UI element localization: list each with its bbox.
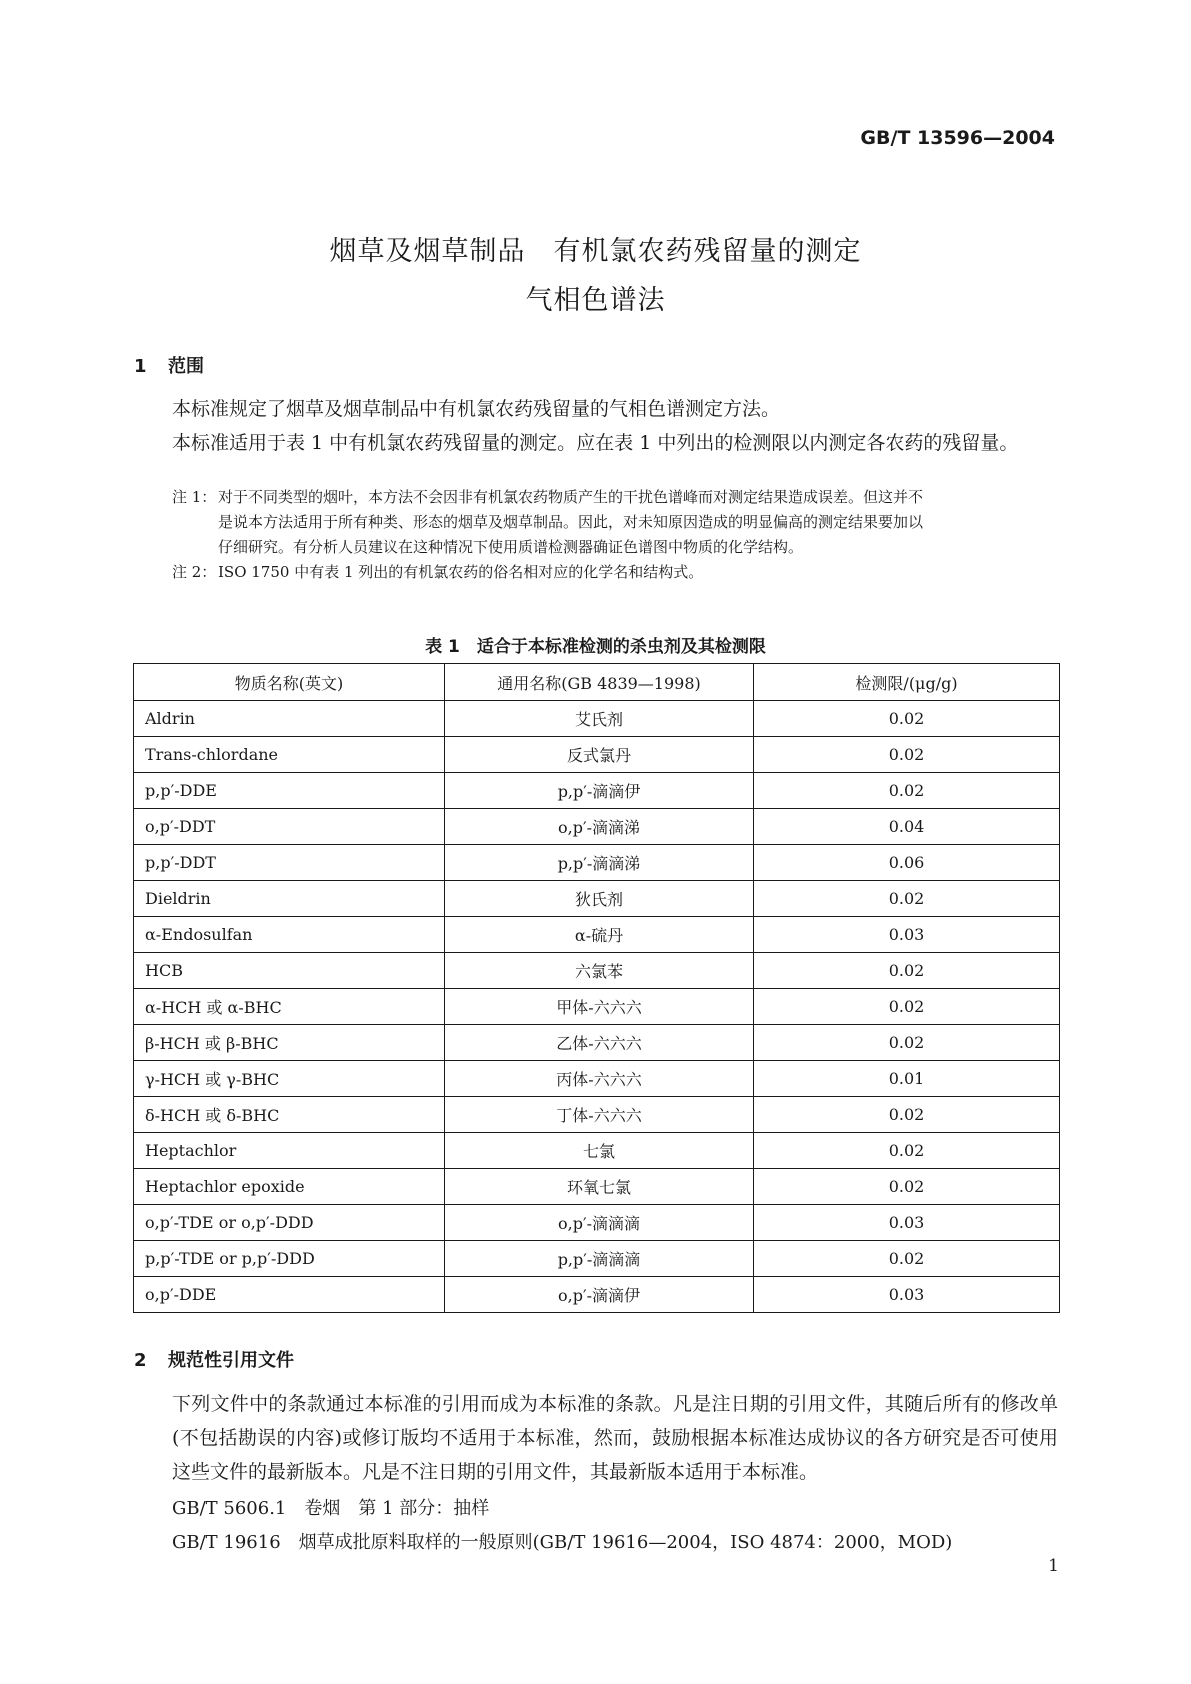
cell-common-name: 七氯: [445, 1133, 754, 1169]
table-row: [134, 737, 1060, 773]
cell-english-name: Heptachlor epoxide: [134, 1169, 445, 1205]
cell-detection-limit: 0.02: [754, 701, 1060, 737]
cell-detection-limit: 0.02: [754, 1133, 1060, 1169]
cell-english-name: o,p′-TDE or o,p′-DDD: [134, 1205, 445, 1241]
section-1-heading: [134, 352, 204, 378]
pesticide-table: [133, 663, 1060, 1313]
document-title-line1: 烟草及烟草制品 有机氯农药残留量的测定: [329, 236, 862, 267]
cell-detection-limit: 0.02: [754, 773, 1060, 809]
table-row: [134, 1025, 1060, 1061]
cell-detection-limit: 0.02: [754, 953, 1060, 989]
table-caption: 表 1 适合于本标准检测的杀虫剂及其检测限: [425, 637, 766, 657]
table-row: [134, 1169, 1060, 1205]
cell-common-name: p,p′-滴滴滴: [445, 1241, 754, 1277]
table-row: [134, 1277, 1060, 1313]
cell-common-name: o,p′-滴滴伊: [445, 1277, 754, 1313]
cell-common-name: 六氯苯: [445, 953, 754, 989]
note-1: [172, 485, 1058, 560]
section-1-paragraph-1: [134, 392, 1058, 426]
cell-common-name: α-硫丹: [445, 917, 754, 953]
cell-english-name: α-HCH 或 α-BHC: [134, 989, 445, 1025]
section-2-title: 规范性引用文件: [168, 1350, 294, 1371]
cell-detection-limit: 0.03: [754, 1205, 1060, 1241]
table-row: [134, 701, 1060, 737]
cell-detection-limit: 0.02: [754, 1097, 1060, 1133]
cell-detection-limit: 0.01: [754, 1061, 1060, 1097]
section-1-title: 范围: [168, 356, 204, 377]
cell-common-name: o,p′-滴滴滴: [445, 1205, 754, 1241]
cell-english-name: o,p′-DDE: [134, 1277, 445, 1313]
cell-common-name: 环氧七氯: [445, 1169, 754, 1205]
section-1-paragraph-2: [134, 426, 1058, 460]
section-1-para1-text: 本标准规定了烟草及烟草制品中有机氯农药残留量的气相色谱测定方法。: [172, 398, 781, 420]
cell-common-name: p,p′-滴滴伊: [445, 773, 754, 809]
note-1-line3: 仔细研究。有分析人员建议在这种情况下使用质谱检测器确证色谱图中物质的化学结构。: [218, 538, 804, 556]
table-row: [134, 1061, 1060, 1097]
table-row: [134, 1241, 1060, 1277]
cell-english-name: p,p′-DDT: [134, 845, 445, 881]
cell-english-name: p,p′-TDE or p,p′-DDD: [134, 1241, 445, 1277]
cell-english-name: δ-HCH 或 δ-BHC: [134, 1097, 445, 1133]
note-1-line1: 对于不同类型的烟叶，本方法不会因非有机氯农药物质产生的干扰色谱峰而对测定结果造成误差。但这并不: [218, 488, 924, 506]
cell-english-name: Aldrin: [134, 701, 445, 737]
table-row: [134, 953, 1060, 989]
table-row: [134, 773, 1060, 809]
section-2-para-text: 下列文件中的条款通过本标准的引用而成为本标准的条款。凡是注日期的引用文件，其随后所有的修改单(不包括勘误的内容)或修订版均不适用于本标准，然而，鼓励根据本标准达成协议的各方研究是否可使用这些文件的最新版本。凡是不注日期的引用文件，其最新版本适用于本标准。: [172, 1393, 1058, 1483]
cell-english-name: Trans-chlordane: [134, 737, 445, 773]
table-header-row: [134, 664, 1060, 701]
reference-2: GB/T 19616 烟草成批原料取样的一般原则(GB/T 19616—2004，ISO 4874：2000，MOD): [172, 1532, 953, 1553]
cell-english-name: γ-HCH 或 γ-BHC: [134, 1061, 445, 1097]
cell-detection-limit: 0.02: [754, 881, 1060, 917]
table-row: [134, 809, 1060, 845]
table-row: [134, 1097, 1060, 1133]
cell-detection-limit: 0.03: [754, 1277, 1060, 1313]
cell-english-name: o,p′-DDT: [134, 809, 445, 845]
reference-1: GB/T 5606.1 卷烟 第 1 部分：抽样: [172, 1498, 490, 1519]
note-2: [172, 560, 1058, 585]
cell-detection-limit: 0.02: [754, 1241, 1060, 1277]
cell-detection-limit: 0.02: [754, 1169, 1060, 1205]
cell-common-name: p,p′-滴滴涕: [445, 845, 754, 881]
section-1-number: 1: [134, 356, 147, 377]
cell-detection-limit: 0.04: [754, 809, 1060, 845]
cell-english-name: Heptachlor: [134, 1133, 445, 1169]
table-row: [134, 1205, 1060, 1241]
section-2-heading: [134, 1346, 294, 1372]
page-number: 1: [1048, 1556, 1059, 1576]
header-common-name: 通用名称(GB 4839—1998): [445, 664, 754, 701]
section-1-para2-text: 本标准适用于表 1 中有机氯农药残留量的测定。应在表 1 中列出的检测限以内测定各农药的残留量。: [172, 432, 1019, 454]
cell-common-name: 反式氯丹: [445, 737, 754, 773]
table-row: [134, 881, 1060, 917]
cell-common-name: 甲体-六六六: [445, 989, 754, 1025]
cell-detection-limit: 0.02: [754, 1025, 1060, 1061]
table-row: [134, 845, 1060, 881]
cell-detection-limit: 0.06: [754, 845, 1060, 881]
cell-common-name: 丁体-六六六: [445, 1097, 754, 1133]
header-english-name: 物质名称(英文): [134, 664, 445, 701]
note-2-text: ISO 1750 中有表 1 列出的有机氯农药的俗名相对应的化学名和结构式。: [218, 563, 704, 581]
section-2-number: 2: [134, 1350, 147, 1371]
cell-english-name: β-HCH 或 β-BHC: [134, 1025, 445, 1061]
standard-number: GB/T 13596—2004: [860, 127, 1055, 149]
cell-english-name: p,p′-DDE: [134, 773, 445, 809]
cell-english-name: HCB: [134, 953, 445, 989]
cell-common-name: 乙体-六六六: [445, 1025, 754, 1061]
note-1-label: 注 1：: [172, 488, 217, 506]
table-row: [134, 1133, 1060, 1169]
cell-english-name: Dieldrin: [134, 881, 445, 917]
cell-english-name: α-Endosulfan: [134, 917, 445, 953]
document-title-line2: 气相色谱法: [525, 285, 666, 316]
cell-common-name: 狄氏剂: [445, 881, 754, 917]
section-2-paragraph: [134, 1387, 1058, 1489]
cell-detection-limit: 0.02: [754, 989, 1060, 1025]
header-detection-limit: 检测限/(μg/g): [754, 664, 1060, 701]
cell-common-name: 艾氏剂: [445, 701, 754, 737]
cell-common-name: o,p′-滴滴涕: [445, 809, 754, 845]
table-row: [134, 917, 1060, 953]
cell-detection-limit: 0.03: [754, 917, 1060, 953]
note-1-line2: 是说本方法适用于所有种类、形态的烟草及烟草制品。因此，对未知原因造成的明显偏高的测定结果要加以: [218, 513, 924, 531]
cell-detection-limit: 0.02: [754, 737, 1060, 773]
note-2-label: 注 2：: [172, 563, 217, 581]
cell-common-name: 丙体-六六六: [445, 1061, 754, 1097]
table-row: [134, 989, 1060, 1025]
